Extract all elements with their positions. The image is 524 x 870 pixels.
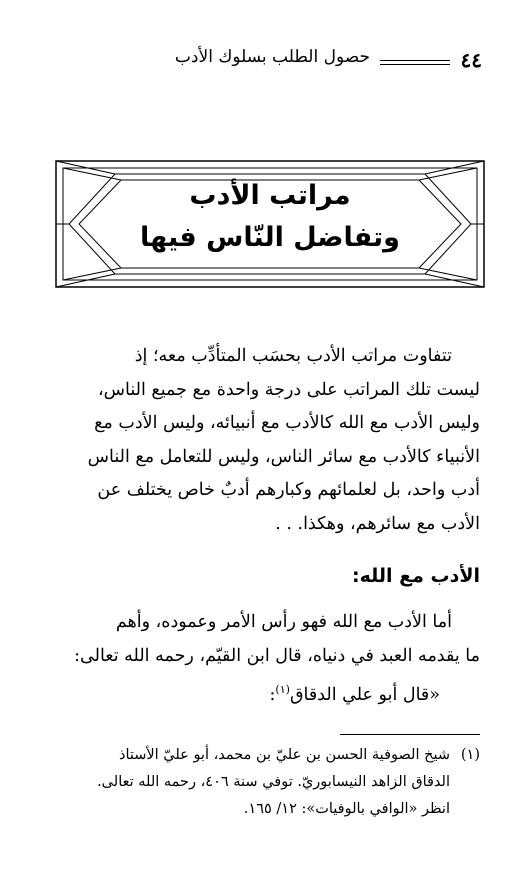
chapter-title-frame bbox=[55, 160, 485, 288]
footnote-line: انظر «الوافي بالوفيات»: ١٢/ ١٦٥. bbox=[243, 801, 450, 817]
text-line: ما يقدمه العبد في دنياه، قال ابن القيّم، رحمه الله تعالى: bbox=[74, 646, 480, 666]
text-line: أدب واحد، بل لعلمائهم وكبارهم أدبٌ خاص يختلف عن bbox=[97, 480, 480, 500]
quote-colon: : bbox=[269, 684, 276, 705]
running-header bbox=[36, 42, 482, 72]
footnote-separator bbox=[340, 734, 480, 735]
text-line: الأدب مع سائرهم، وهكذا. . . bbox=[275, 513, 480, 534]
footnote-line: الدقاق الزاهد النيسابوريّ. توفي سنة ٤٠٦، رحمه الله تعالى. bbox=[97, 774, 450, 790]
text-line: وليس الأدب مع الله كالأدب مع أنبيائه، وليس الأدب مع bbox=[94, 413, 480, 433]
section-paragraph bbox=[46, 605, 480, 712]
text-line: أما الأدب مع الله فهو رأس الأمر وعموده، وأهم bbox=[115, 612, 452, 632]
quote-line bbox=[46, 673, 480, 712]
header-double-rule bbox=[380, 60, 450, 61]
footnote-number: (١) bbox=[460, 747, 480, 763]
text-line: تتفاوت مراتب الأدب بحسَب المتأدِّب معه؛ إذ bbox=[134, 346, 452, 366]
footnote bbox=[46, 742, 480, 823]
footnote-line: شيخ الصوفية الحسن بن عليّ بن محمد، أبو عليّ الأستاذ bbox=[118, 747, 450, 763]
text-line: ليست تلك المراتب على درجة واحدة مع جميع الناس، bbox=[98, 379, 480, 400]
section-heading: الأدب مع الله: bbox=[352, 565, 480, 587]
intro-paragraph bbox=[46, 340, 480, 541]
page-number: ٤٤ bbox=[460, 48, 482, 72]
chapter-title-line-2: وتفاضل النّاس فيها bbox=[140, 222, 400, 253]
running-title: حصول الطلب بسلوك الأدب bbox=[174, 47, 370, 67]
quote-text: «قال أبو علي الدقاق bbox=[289, 684, 440, 705]
chapter-title-line-1: مراتب الأدب bbox=[189, 180, 351, 211]
text-line: الأنبياء كالأدب مع سائر الناس، وليس للتعامل مع الناس bbox=[87, 446, 480, 467]
footnote-reference: (١) bbox=[275, 683, 290, 696]
